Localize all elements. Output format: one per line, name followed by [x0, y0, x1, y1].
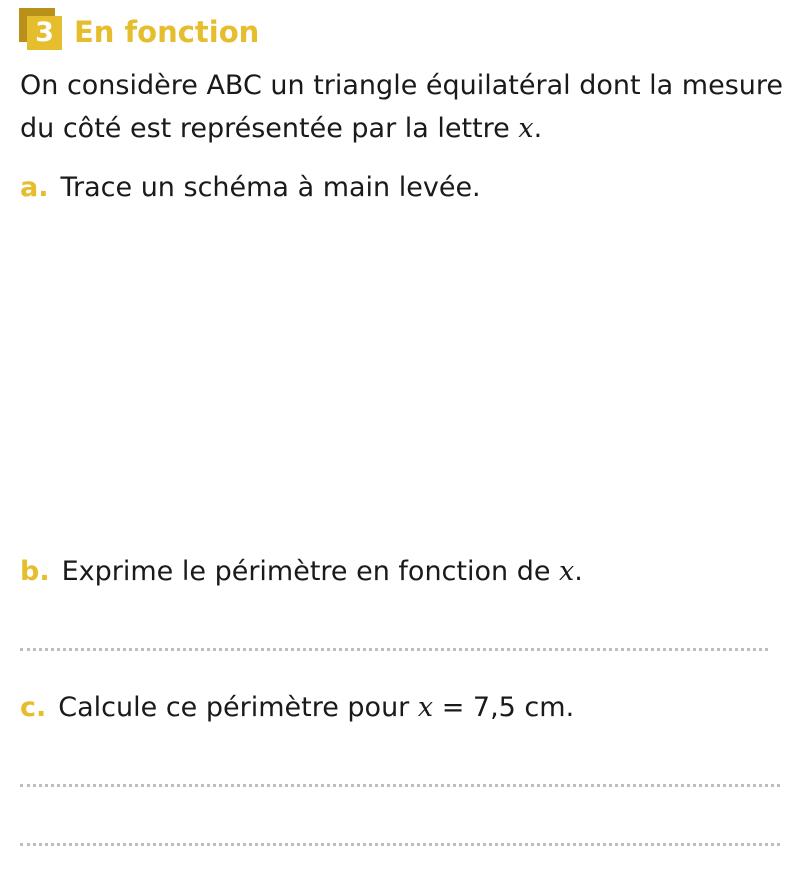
statement-text: On considère ABC un triangle équilatéral dont la mesure du côté est représentée par la lettre — [20, 70, 784, 144]
question-a — [20, 168, 481, 208]
question-text: Exprime le périmètre en fonction de — [61, 556, 560, 587]
question-equation: = 7,5 cm. — [433, 692, 575, 723]
question-letter: b. — [20, 556, 50, 587]
statement-end: . — [533, 113, 543, 144]
answer-line-c-2[interactable] — [20, 843, 780, 846]
question-text: Calcule ce périmètre pour — [58, 692, 418, 723]
question-suffix: . — [574, 556, 583, 587]
exercise-title: En fonction — [74, 15, 260, 49]
exercise-number-badge — [19, 8, 63, 52]
question-b — [20, 552, 583, 592]
answer-line-c-1[interactable] — [20, 784, 780, 787]
answer-line-b[interactable] — [20, 648, 768, 651]
variable-x: x — [417, 692, 434, 723]
question-c — [20, 688, 574, 728]
question-letter: c. — [20, 692, 47, 723]
question-letter: a. — [20, 172, 49, 203]
exercise-number: 3 — [27, 16, 62, 50]
exercise-header — [19, 8, 259, 52]
question-text: Trace un schéma à main levée. — [60, 172, 481, 203]
variable-x: x — [518, 113, 534, 144]
exercise-statement — [20, 64, 790, 150]
variable-x: x — [559, 556, 575, 587]
